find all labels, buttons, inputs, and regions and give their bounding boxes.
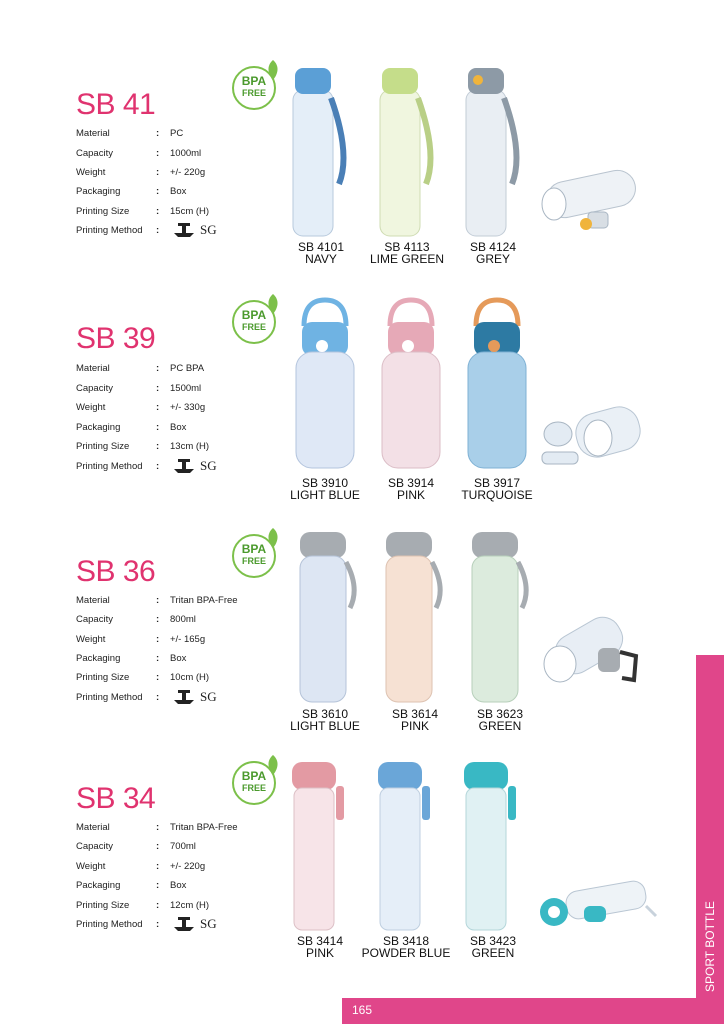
bottle-image-sb4101 bbox=[285, 64, 355, 240]
product-code: SB 39 bbox=[76, 322, 156, 355]
spec-colon: : bbox=[156, 634, 160, 645]
bottle-open-view bbox=[536, 404, 648, 474]
variant-color: PINK bbox=[305, 946, 334, 960]
badge-line2: FREE bbox=[241, 322, 266, 332]
spec-label: Capacity bbox=[76, 383, 113, 394]
variant-code: SB 3917 bbox=[473, 476, 521, 490]
spec-row-printing-size bbox=[76, 441, 296, 455]
spec-label: Weight bbox=[76, 402, 106, 413]
spec-value: Tritan BPA-Free bbox=[170, 595, 238, 606]
spec-colon: : bbox=[156, 900, 160, 911]
spec-value: 12cm (H) bbox=[170, 900, 210, 911]
spec-row-packaging bbox=[76, 186, 296, 200]
spec-label: Printing Size bbox=[76, 206, 130, 217]
bottle-image-sb3910 bbox=[290, 296, 360, 472]
variant-caption bbox=[442, 477, 552, 501]
bpa-free-badge bbox=[232, 62, 282, 112]
badge-line1: BPA bbox=[241, 542, 267, 556]
spec-value: PC BPA bbox=[170, 363, 205, 374]
leaf-icon bbox=[266, 528, 280, 548]
variant-color: TURQUOISE bbox=[461, 488, 533, 502]
bottle-image-sb3623 bbox=[462, 528, 532, 706]
spec-row-material bbox=[76, 595, 296, 609]
variant-code: SB 3414 bbox=[296, 934, 344, 948]
spec-value: +/- 220g bbox=[170, 167, 206, 178]
spec-colon: : bbox=[156, 148, 160, 159]
variant-color: POWDER BLUE bbox=[361, 946, 451, 960]
variant-code: SB 3614 bbox=[391, 707, 439, 721]
badge-line2: FREE bbox=[241, 556, 266, 566]
bottle-image-sb3418 bbox=[370, 758, 440, 934]
product-code: SB 41 bbox=[76, 88, 156, 121]
variant-color: PINK bbox=[396, 488, 425, 502]
page-number: 165 bbox=[352, 1003, 373, 1017]
variant-code: SB 4101 bbox=[297, 240, 345, 254]
spec-colon: : bbox=[156, 919, 160, 930]
variant-code: SB 4124 bbox=[469, 240, 517, 254]
bottle-image-sb4124 bbox=[458, 64, 528, 240]
spec-label: Printing Method bbox=[76, 919, 143, 930]
spec-row-packaging bbox=[76, 653, 296, 667]
bpa-free-badge bbox=[232, 296, 282, 346]
spec-colon: : bbox=[156, 441, 160, 452]
spec-colon: : bbox=[156, 206, 160, 217]
variant-color: GREEN bbox=[471, 946, 515, 960]
spec-value: 700ml bbox=[170, 841, 196, 852]
product-code: SB 34 bbox=[76, 782, 156, 815]
spec-row-capacity bbox=[76, 614, 296, 628]
badge-line1: BPA bbox=[241, 74, 267, 88]
bottle-image-sb3414 bbox=[284, 758, 354, 934]
spec-label: Printing Method bbox=[76, 461, 143, 472]
variant-caption bbox=[438, 935, 548, 959]
spec-value: 13cm (H) bbox=[170, 441, 210, 452]
variant-caption bbox=[445, 708, 555, 732]
spec-label: Material bbox=[76, 128, 110, 139]
spec-value: Box bbox=[170, 422, 187, 433]
spec-row-packaging bbox=[76, 422, 296, 436]
spec-colon: : bbox=[156, 461, 160, 472]
spec-row-printing-size bbox=[76, 672, 296, 686]
variant-color: LIGHT BLUE bbox=[290, 488, 360, 502]
badge-line1: BPA bbox=[241, 308, 267, 322]
spec-colon: : bbox=[156, 653, 160, 664]
spec-label: Packaging bbox=[76, 422, 121, 433]
variant-color: GREY bbox=[475, 252, 510, 266]
spec-colon: : bbox=[156, 880, 160, 891]
spec-label: Capacity bbox=[76, 148, 113, 159]
bottle-image-sb3423 bbox=[456, 758, 526, 934]
variant-code: SB 4113 bbox=[384, 240, 430, 254]
bottle-image-sb3917 bbox=[462, 296, 532, 472]
variant-code: SB 3610 bbox=[301, 707, 349, 721]
spec-value: +/- 220g bbox=[170, 861, 206, 872]
spec-row-weight bbox=[76, 402, 296, 416]
spec-row-weight bbox=[76, 167, 296, 181]
variant-color: PINK bbox=[400, 719, 429, 733]
leaf-icon bbox=[266, 60, 280, 80]
spec-label: Capacity bbox=[76, 841, 113, 852]
bottle-image-sb3610 bbox=[290, 528, 360, 706]
printing-method-value: SG bbox=[200, 458, 217, 473]
spec-row-printing-method bbox=[76, 458, 296, 475]
spec-value: +/- 330g bbox=[170, 402, 206, 413]
leaf-icon bbox=[266, 294, 280, 314]
spec-value: +/- 165g bbox=[170, 634, 206, 645]
spec-colon: : bbox=[156, 692, 160, 703]
spec-label: Printing Size bbox=[76, 441, 130, 452]
pad-print-icon bbox=[170, 221, 198, 241]
product-code: SB 36 bbox=[76, 555, 156, 588]
spec-row-material bbox=[76, 822, 296, 836]
printing-method-value: SG bbox=[200, 916, 217, 931]
bottle-image-sb4113 bbox=[372, 64, 442, 240]
spec-colon: : bbox=[156, 614, 160, 625]
spec-row-material bbox=[76, 363, 296, 377]
spec-row-packaging bbox=[76, 880, 296, 894]
spec-colon: : bbox=[156, 167, 160, 178]
spec-value: 10cm (H) bbox=[170, 672, 210, 683]
variant-color: NAVY bbox=[305, 252, 337, 266]
spec-row-capacity bbox=[76, 841, 296, 855]
spec-label: Weight bbox=[76, 634, 106, 645]
spec-label: Material bbox=[76, 363, 110, 374]
badge-line2: FREE bbox=[241, 88, 266, 98]
bottle-image-sb3914 bbox=[376, 296, 446, 472]
bpa-free-badge bbox=[232, 757, 282, 807]
pad-print-icon bbox=[170, 457, 198, 477]
spec-colon: : bbox=[156, 225, 160, 236]
spec-value: 15cm (H) bbox=[170, 206, 210, 217]
spec-label: Printing Size bbox=[76, 900, 130, 911]
variant-caption bbox=[438, 241, 548, 265]
bottle-image-sb3614 bbox=[376, 528, 446, 706]
bottle-open-view bbox=[536, 166, 648, 236]
spec-label: Printing Method bbox=[76, 692, 143, 703]
spec-value: 1500ml bbox=[170, 383, 202, 394]
spec-row-printing-method bbox=[76, 916, 296, 933]
spec-colon: : bbox=[156, 861, 160, 872]
spec-label: Material bbox=[76, 822, 110, 833]
spec-value: Box bbox=[170, 880, 187, 891]
printing-method-value: SG bbox=[200, 222, 217, 237]
spec-colon: : bbox=[156, 841, 160, 852]
spec-value: 1000ml bbox=[170, 148, 202, 159]
variant-code: SB 3914 bbox=[387, 476, 435, 490]
footer-bar bbox=[342, 998, 724, 1024]
bottle-open-view bbox=[536, 876, 658, 936]
spec-colon: : bbox=[156, 402, 160, 413]
pad-print-icon bbox=[170, 688, 198, 708]
spec-value: Box bbox=[170, 186, 187, 197]
spec-row-material bbox=[76, 128, 296, 142]
printing-method-value: SG bbox=[200, 689, 217, 704]
spec-row-printing-method bbox=[76, 689, 296, 706]
spec-value: PC bbox=[170, 128, 184, 139]
spec-row-capacity bbox=[76, 383, 296, 397]
spec-row-capacity bbox=[76, 148, 296, 162]
spec-value: Box bbox=[170, 653, 187, 664]
spec-colon: : bbox=[156, 595, 160, 606]
bottle-open-view bbox=[536, 616, 648, 690]
spec-row-weight bbox=[76, 861, 296, 875]
variant-code: SB 3418 bbox=[382, 934, 430, 948]
variant-code: SB 3910 bbox=[301, 476, 349, 490]
variant-code: SB 3623 bbox=[476, 707, 524, 721]
spec-row-printing-size bbox=[76, 900, 296, 914]
spec-colon: : bbox=[156, 383, 160, 394]
spec-label: Printing Size bbox=[76, 672, 130, 683]
variant-color: GREEN bbox=[478, 719, 522, 733]
spec-colon: : bbox=[156, 422, 160, 433]
side-tab-label: SPORT BOTTLE bbox=[703, 901, 717, 992]
spec-label: Capacity bbox=[76, 614, 113, 625]
spec-label: Weight bbox=[76, 861, 106, 872]
spec-row-printing-size bbox=[76, 206, 296, 220]
spec-colon: : bbox=[156, 128, 160, 139]
leaf-icon bbox=[266, 755, 280, 775]
spec-label: Material bbox=[76, 595, 110, 606]
spec-label: Packaging bbox=[76, 653, 121, 664]
spec-row-printing-method bbox=[76, 222, 296, 239]
spec-value: Tritan BPA-Free bbox=[170, 822, 238, 833]
spec-label: Packaging bbox=[76, 186, 121, 197]
variant-color: LIME GREEN bbox=[369, 252, 444, 266]
variant-code: SB 3423 bbox=[469, 934, 517, 948]
pad-print-icon bbox=[170, 915, 198, 935]
spec-row-weight bbox=[76, 634, 296, 648]
spec-colon: : bbox=[156, 363, 160, 374]
badge-line2: FREE bbox=[241, 783, 266, 793]
spec-value: 800ml bbox=[170, 614, 196, 625]
badge-line1: BPA bbox=[241, 769, 267, 783]
bpa-free-badge bbox=[232, 530, 282, 580]
spec-colon: : bbox=[156, 822, 160, 833]
spec-label: Packaging bbox=[76, 880, 121, 891]
variant-color: LIGHT BLUE bbox=[290, 719, 360, 733]
spec-colon: : bbox=[156, 672, 160, 683]
spec-label: Printing Method bbox=[76, 225, 143, 236]
spec-colon: : bbox=[156, 186, 160, 197]
spec-label: Weight bbox=[76, 167, 106, 178]
